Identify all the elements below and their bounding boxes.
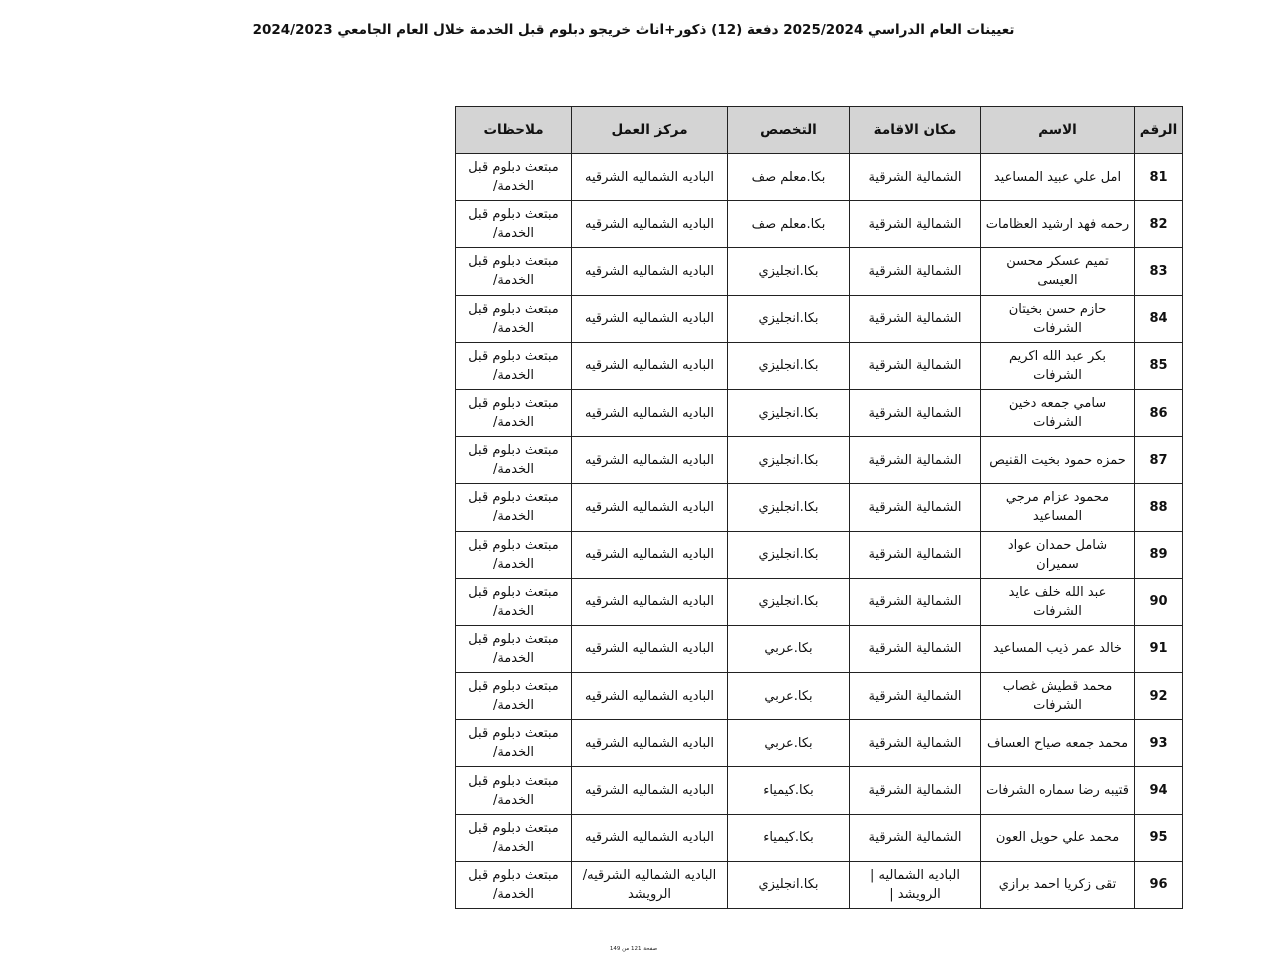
row-workplace-cell: الباديه الشماليه الشرقيه [572,389,728,436]
row-number-cell: 92 [1135,673,1183,720]
row-notes-cell: مبتعث دبلوم قبل الخدمة/ [456,578,572,625]
row-notes-cell: مبتعث دبلوم قبل الخدمة/ [456,673,572,720]
row-workplace-cell: الباديه الشماليه الشرقيه [572,625,728,672]
row-number-cell: 84 [1135,295,1183,342]
row-name-cell: تميم عسكر محسن العيسى [981,248,1135,295]
row-workplace-cell: الباديه الشماليه الشرقيه [572,295,728,342]
table-row [456,720,1183,767]
row-residence-cell: الشمالية الشرقية [850,720,981,767]
row-notes-cell: مبتعث دبلوم قبل الخدمة/ [456,814,572,861]
row-name-cell: بكر عبد الله اكريم الشرفات [981,342,1135,389]
row-notes-cell: مبتعث دبلوم قبل الخدمة/ [456,437,572,484]
row-number-cell: 87 [1135,437,1183,484]
row-workplace-cell: الباديه الشماليه الشرقيه [572,342,728,389]
row-specialization-cell: بكا.انجليزي [728,578,850,625]
row-number-cell: 85 [1135,342,1183,389]
table-row [456,342,1183,389]
row-notes-cell: مبتعث دبلوم قبل الخدمة/ [456,201,572,248]
row-name-cell: تقى زكريا احمد برازي [981,861,1135,908]
row-workplace-cell: الباديه الشماليه الشرقيه [572,154,728,201]
row-residence-cell: الشمالية الشرقية [850,201,981,248]
header-number: الرقم [1135,107,1183,154]
row-workplace-cell: الباديه الشماليه الشرقيه [572,673,728,720]
row-number-cell: 93 [1135,720,1183,767]
row-number-cell: 89 [1135,531,1183,578]
row-specialization-cell: بكا.معلم صف [728,154,850,201]
row-name-cell: محمود عزام مرجي المساعيد [981,484,1135,531]
page-footer: صفحة 121 من 149 [609,946,658,952]
header-specialization: التخصص [728,107,850,154]
row-workplace-cell: الباديه الشماليه الشرقيه [572,248,728,295]
appointments-table-container [455,106,1182,909]
row-residence-cell: الشمالية الشرقية [850,625,981,672]
row-notes-cell: مبتعث دبلوم قبل الخدمة/ [456,342,572,389]
row-residence-cell: الشمالية الشرقية [850,342,981,389]
row-specialization-cell: بكا.كيمياء [728,767,850,814]
row-name-cell: محمد جمعه صياح العساف [981,720,1135,767]
row-residence-cell: الشمالية الشرقية [850,437,981,484]
row-specialization-cell: بكا.انجليزي [728,484,850,531]
row-residence-cell: الشمالية الشرقية [850,531,981,578]
row-name-cell: قتيبه رضا سماره الشرفات [981,767,1135,814]
row-number-cell: 88 [1135,484,1183,531]
appointments-table [455,106,1183,909]
row-specialization-cell: بكا.عربي [728,720,850,767]
row-name-cell: خالد عمر ذيب المساعيد [981,625,1135,672]
table-row [456,389,1183,436]
row-number-cell: 91 [1135,625,1183,672]
table-row [456,767,1183,814]
table-row [456,578,1183,625]
row-specialization-cell: بكا.انجليزي [728,295,850,342]
row-name-cell: امل علي عبيد المساعيد [981,154,1135,201]
table-row [456,531,1183,578]
row-specialization-cell: بكا.انجليزي [728,861,850,908]
row-workplace-cell: الباديه الشماليه الشرقيه [572,484,728,531]
row-notes-cell: مبتعث دبلوم قبل الخدمة/ [456,154,572,201]
row-number-cell: 90 [1135,578,1183,625]
header-workplace: مركز العمل [572,107,728,154]
row-residence-cell: الشمالية الشرقية [850,767,981,814]
row-name-cell: شامل حمدان عواد سميران [981,531,1135,578]
row-name-cell: محمد علي حويل العون [981,814,1135,861]
row-notes-cell: مبتعث دبلوم قبل الخدمة/ [456,625,572,672]
row-workplace-cell: الباديه الشماليه الشرقيه [572,437,728,484]
row-workplace-cell: الباديه الشماليه الشرقيه [572,578,728,625]
row-residence-cell: الشمالية الشرقية [850,484,981,531]
row-number-cell: 94 [1135,767,1183,814]
row-notes-cell: مبتعث دبلوم قبل الخدمة/ [456,861,572,908]
row-number-cell: 81 [1135,154,1183,201]
row-number-cell: 86 [1135,389,1183,436]
row-specialization-cell: بكا.عربي [728,625,850,672]
row-residence-cell: الشمالية الشرقية [850,673,981,720]
row-name-cell: حمزه حمود بخيت القنيص [981,437,1135,484]
header-residence: مكان الاقامة [850,107,981,154]
row-notes-cell: مبتعث دبلوم قبل الخدمة/ [456,531,572,578]
table-row [456,248,1183,295]
page-title: تعيينات العام الدراسي 2025/2024 دفعة (12) ذكور+اناث خريجو دبلوم قبل الخدمة خلال العام الجامعي 2024/2023 [252,22,1015,38]
row-number-cell: 82 [1135,201,1183,248]
row-residence-cell: الشمالية الشرقية [850,248,981,295]
row-number-cell: 83 [1135,248,1183,295]
row-specialization-cell: بكا.انجليزي [728,342,850,389]
table-row [456,861,1183,908]
row-notes-cell: مبتعث دبلوم قبل الخدمة/ [456,484,572,531]
row-workplace-cell: الباديه الشماليه الشرقيه [572,720,728,767]
table-header-row [456,107,1183,154]
row-notes-cell: مبتعث دبلوم قبل الخدمة/ [456,389,572,436]
row-name-cell: سامي جمعه دخين الشرفات [981,389,1135,436]
row-residence-cell: الشمالية الشرقية [850,389,981,436]
row-workplace-cell: الباديه الشماليه الشرقيه [572,201,728,248]
row-workplace-cell: الباديه الشماليه الشرقيه [572,814,728,861]
table-body [456,154,1183,909]
row-notes-cell: مبتعث دبلوم قبل الخدمة/ [456,295,572,342]
table-row [456,814,1183,861]
row-workplace-cell: الباديه الشماليه الشرقيه [572,531,728,578]
row-specialization-cell: بكا.انجليزي [728,531,850,578]
table-row [456,484,1183,531]
table-row [456,437,1183,484]
row-name-cell: حازم حسن بخيتان الشرفات [981,295,1135,342]
row-specialization-cell: بكا.عربي [728,673,850,720]
row-residence-cell: الشمالية الشرقية [850,814,981,861]
row-workplace-cell: الباديه الشماليه الشرقيه [572,767,728,814]
header-name: الاسم [981,107,1135,154]
row-name-cell: رحمه فهد ارشيد العظامات [981,201,1135,248]
row-residence-cell: الباديه الشماليه |الرويشد | [850,861,981,908]
row-number-cell: 96 [1135,861,1183,908]
row-specialization-cell: بكا.انجليزي [728,389,850,436]
row-name-cell: عبد الله خلف عايد الشرفات [981,578,1135,625]
row-residence-cell: الشمالية الشرقية [850,295,981,342]
row-notes-cell: مبتعث دبلوم قبل الخدمة/ [456,720,572,767]
row-specialization-cell: بكا.كيمياء [728,814,850,861]
row-name-cell: محمد قطيش غصاب الشرفات [981,673,1135,720]
row-specialization-cell: بكا.انجليزي [728,437,850,484]
row-notes-cell: مبتعث دبلوم قبل الخدمة/ [456,248,572,295]
row-specialization-cell: بكا.معلم صف [728,201,850,248]
header-notes: ملاحظات [456,107,572,154]
row-residence-cell: الشمالية الشرقية [850,578,981,625]
table-row [456,625,1183,672]
row-notes-cell: مبتعث دبلوم قبل الخدمة/ [456,767,572,814]
table-row [456,154,1183,201]
row-specialization-cell: بكا.انجليزي [728,248,850,295]
table-row [456,201,1183,248]
row-residence-cell: الشمالية الشرقية [850,154,981,201]
table-row [456,673,1183,720]
row-workplace-cell: الباديه الشماليه الشرقيه/الرويشد [572,861,728,908]
row-number-cell: 95 [1135,814,1183,861]
table-row [456,295,1183,342]
